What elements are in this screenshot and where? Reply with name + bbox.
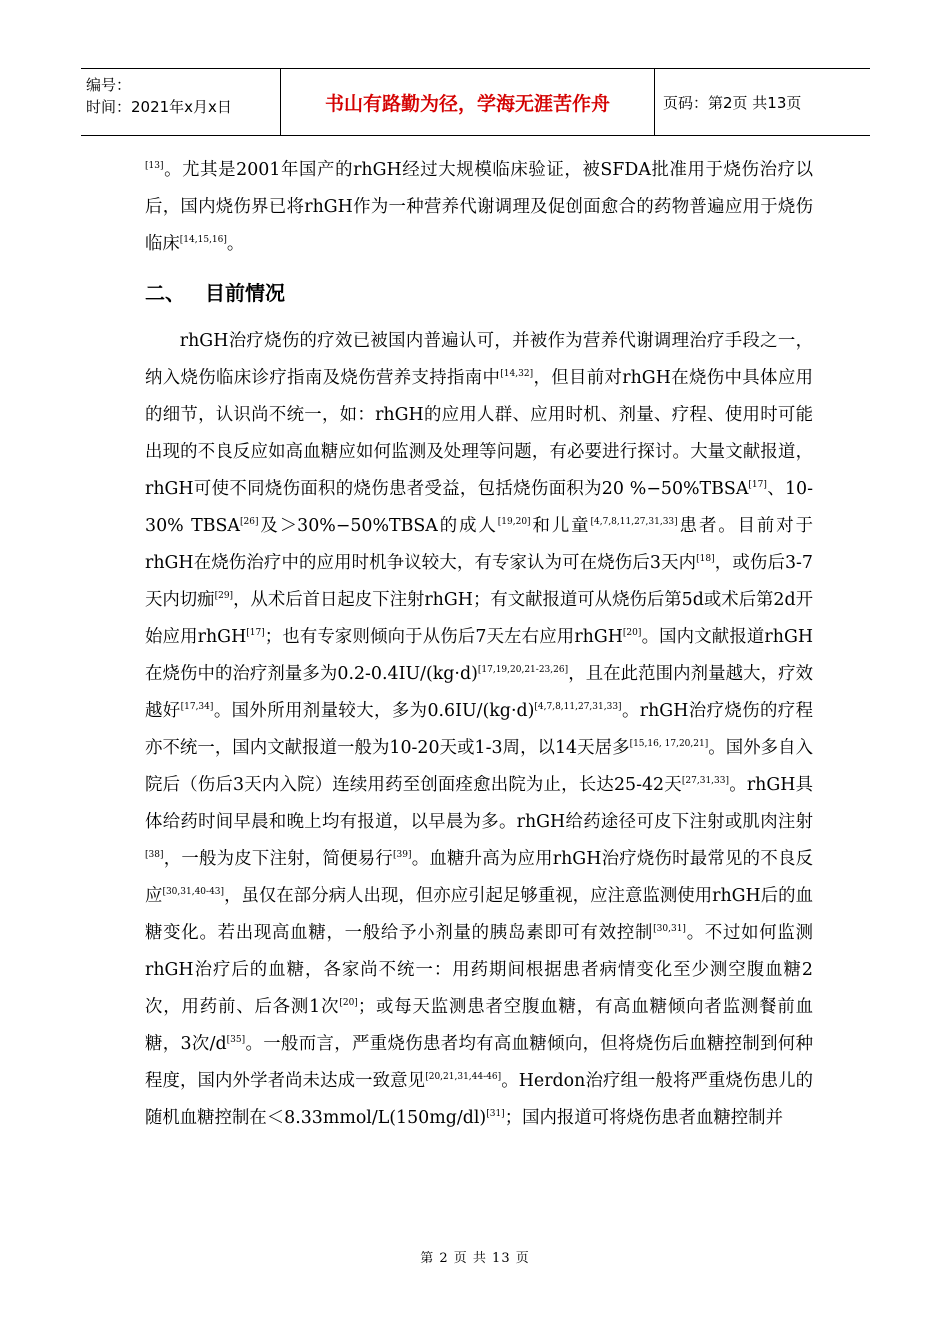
citation: [30,31] — [653, 924, 686, 934]
citation: [15,16, 17,20,21] — [629, 739, 709, 749]
section-heading — [145, 273, 813, 313]
paragraph-text: ，或伤后3-7天内切痂 — [145, 553, 813, 610]
paragraph-text: 。Herdon治疗组一般将严重烧伤患儿的随机血糖控制在＜8.33mmol/L(150mg/dl) — [145, 1071, 813, 1128]
paragraph-text: 。不过如何监测rhGH治疗后的血糖，各家尚不统一：用药期间根据患者病情变化至少测空腹血糖2次，用药前、后各测1次 — [145, 923, 813, 1017]
citation: [17,19,20,21-23,26] — [477, 665, 569, 675]
citation: [30,31,40-43] — [162, 887, 225, 897]
section-number: 二、 — [145, 281, 185, 305]
citation: [19,20] — [497, 517, 531, 527]
citation: [38] — [145, 850, 164, 860]
citation: [20,21,31,44-46] — [425, 1072, 502, 1082]
header-motto-cell — [281, 69, 655, 135]
paragraph-text: ；或每天监测患者空腹血糖，有高血糖倾向者监测餐前血糖，3次/d — [145, 997, 813, 1054]
citation: [17] — [748, 480, 767, 490]
citation: [14,15,16] — [179, 235, 227, 245]
paragraph-text: 和儿童 — [530, 516, 591, 536]
paragraph-text: ；也有专家则倾向于从伤后7天左右应用rhGH — [264, 627, 623, 647]
page-footer — [0, 1247, 950, 1266]
citation: [4,7,8,11,27,31,33] — [534, 702, 622, 712]
citation: [17] — [246, 628, 265, 638]
citation: [18] — [696, 554, 715, 564]
paragraph-text: ，从术后首日起皮下注射rhGH；有文献报道可从烧伤后第5d或术后第2d开始应用rhGH — [145, 590, 813, 647]
citation: [20] — [339, 998, 358, 1008]
paragraph-text: ，但目前对rhGH在烧伤中具体应用的细节，认识尚不统一，如：rhGH的应用人群、应用时机、剂量、疗程、使用时可能出现的不良反应如高血糖应如何监测及处理等问题，有必要进行探讨。大量文献报道，rhGH可使不同烧伤面积的烧伤患者受益，包括烧伤面积为20 %−50%TBSA — [145, 368, 813, 499]
citation: [29] — [214, 591, 234, 601]
paragraph-text: ，一般为皮下注射，简便易行 — [163, 849, 393, 869]
header-motto: 书山有路勤为径，学海无涯苦作舟 — [324, 92, 610, 115]
paragraph-text: ；国内报道可将烧伤患者血糖控制并 — [504, 1108, 783, 1128]
paragraph-text: 。 — [226, 234, 245, 254]
paragraph-text: 。尤其是2001年国产的rhGH经过大规模临床验证，被SFDA批准用于烧伤治疗以后，国内烧伤界已将rhGH作为一种营养代谢调理及促创面愈合的药物普遍应用于烧伤临床 — [145, 160, 813, 254]
paragraph-text: 、10-30% TBSA — [145, 479, 813, 536]
citation: [17,34] — [180, 702, 214, 712]
citation: [39] — [392, 850, 412, 860]
citation: [27,31,33] — [681, 776, 730, 786]
paragraph-text: 。一般而言，严重烧伤患者均有高血糖倾向，但将烧伤后血糖控制到何种程度，国内外学者尚未达成一致意见 — [145, 1034, 813, 1091]
paragraph-main — [145, 323, 813, 1137]
header-page-number: 页码：第2页 共13页 — [663, 93, 802, 112]
paragraph-text: 。血糖升高为应用rhGH治疗烧伤时最常见的不良反应 — [145, 849, 813, 906]
header-page-cell — [655, 69, 870, 135]
paragraph-intro — [145, 152, 813, 263]
citation: [35] — [226, 1035, 246, 1045]
paragraph-text: ，虽仅在部分病人出现，但亦应引起足够重视，应注意监测使用rhGH后的血糖变化。若出现高血糖，一般给予小剂量的胰岛素即可有效控制 — [145, 886, 813, 943]
citation: [20] — [622, 628, 642, 638]
citation: [13] — [145, 161, 164, 171]
citation: [31] — [486, 1109, 505, 1119]
paragraph-text: ，且在此范围内剂量越大，疗效越好 — [145, 664, 813, 721]
citation: [26] — [239, 517, 259, 527]
paragraph-text: 。国外所用剂量较大，多为0.6IU/(kg·d) — [213, 701, 535, 721]
page-header — [81, 68, 870, 136]
paragraph-text: 。国外多自入院后（伤后3天内入院）连续用药至创面痊愈出院为止，长达25-42天 — [145, 738, 813, 795]
paragraph-text: 。国内文献报道rhGH在烧伤中的治疗剂量多为0.2-0.4IU/(kg·d) — [145, 627, 814, 684]
header-meta-cell — [81, 69, 281, 135]
citation: [4,7,8,11,27,31,33] — [590, 517, 678, 527]
paragraph-text: 。rhGH治疗烧伤的疗程亦不统一，国内文献报道一般为10-20天或1-3周，以14天居多 — [145, 701, 813, 758]
citation: [14,32] — [500, 369, 534, 379]
paragraph-text: 。rhGH具体给药时间早晨和晚上均有报道，以早晨为多。rhGH给药途径可皮下注射或肌肉注射 — [145, 775, 814, 832]
paragraph-text: 患者。目前对于rhGH在烧伤治疗中的应用时机争议较大，有专家认为可在烧伤后3天内 — [145, 516, 813, 573]
document-date-label: 时间：2021年x月x日 — [86, 98, 232, 116]
document-body — [145, 152, 813, 1137]
section-title: 目前情况 — [205, 281, 285, 305]
document-number-label: 编号： — [86, 76, 132, 94]
footer-page-number: 第 2 页 共 13 页 — [420, 1251, 530, 1266]
paragraph-text: 及＞30%−50%TBSA的成人 — [258, 516, 498, 536]
paragraph-text: rhGH治疗烧伤的疗效已被国内普遍认可，并被作为营养代谢调理治疗手段之一，纳入烧伤临床诊疗指南及烧伤营养支持指南中 — [145, 331, 813, 388]
